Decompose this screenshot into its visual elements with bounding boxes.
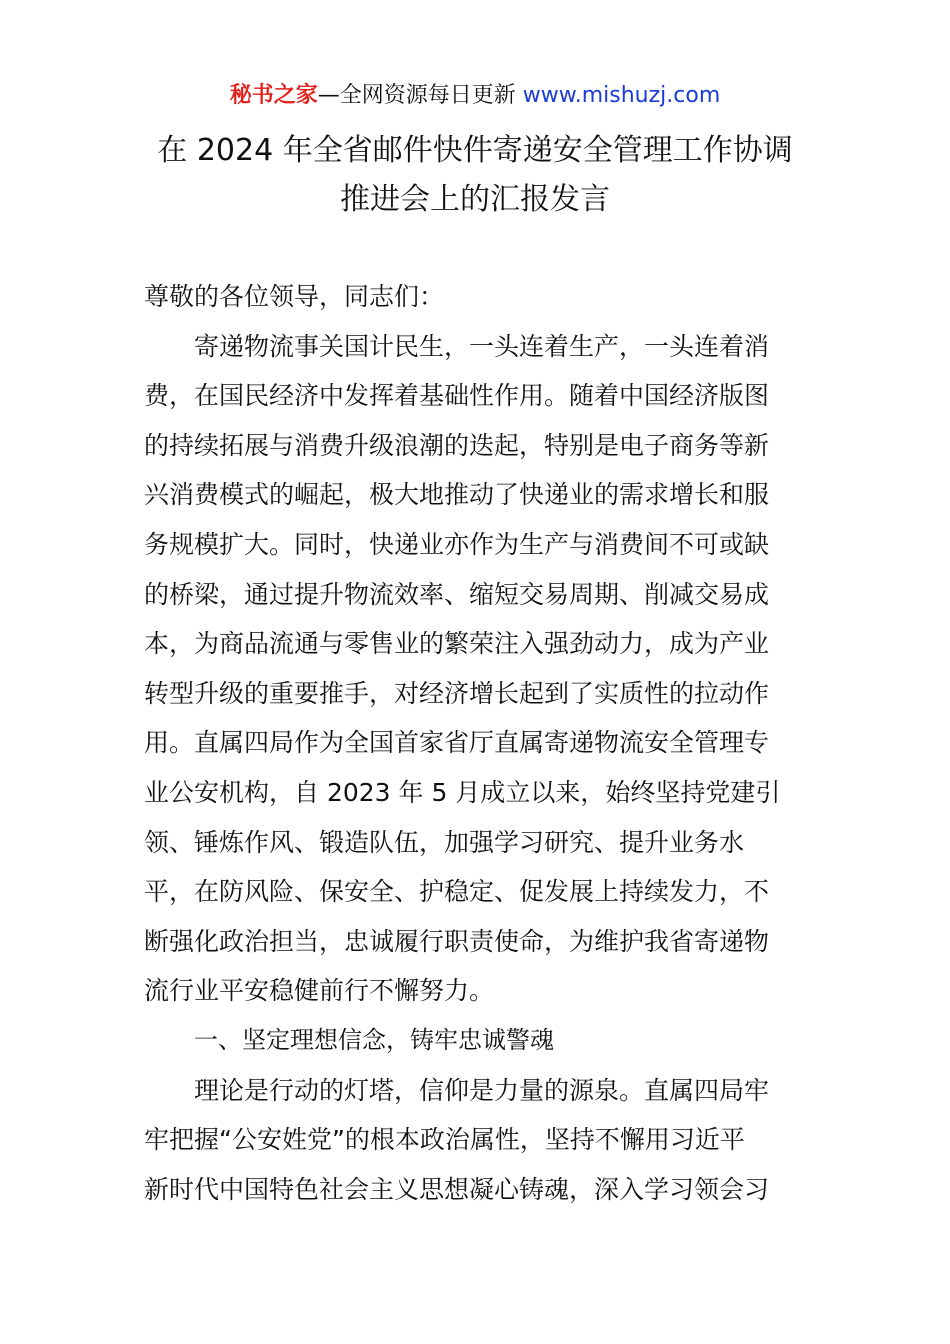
brand-name: 秘书之家 [229,83,318,108]
document-body [144,272,808,1214]
title-line-1: 在 2024 年全省邮件快件寄递安全管理工作协调 [157,133,793,168]
title-line-2: 推进会上的汇报发言 [340,182,610,217]
header-tagline: —全网资源每日更新 [317,83,516,108]
section-heading-1: 一、坚定理想信念，铸牢忠诚警魂 [194,1025,554,1054]
paragraph-1-line: 领、锤炼作风、锻造队伍，加强学习研究、提升业务水 [144,827,745,857]
salutation: 尊敬的各位领导，同志们： [144,282,445,311]
paragraph-1-line: 的桥梁，通过提升物流效率、缩短交易周期、削减交易成 [144,579,770,609]
site-url-link[interactable]: www.mishuzj.com [522,83,721,108]
paragraph-1-line: 业公安机构，自 2023 年 5 月成立以来，始终坚持党建引 [144,777,781,807]
paragraph-1-line: 平，在防风险、保安全、护稳定、促发展上持续发力，不 [144,877,770,907]
paragraph-2-line: 理论是行动的灯塔，信仰是力量的源泉。直属四局牢 [194,1075,770,1105]
paragraph-1-line: 务规模扩大。同时，快递业亦作为生产与消费间不可或缺 [144,529,770,559]
document-title [100,126,850,224]
paragraph-1-line: 兴消费模式的崛起，极大地推动了快递业的需求增长和服 [144,480,770,510]
paragraph-2-line: 牢把握“公安姓党”的根本政治属性，坚持不懈用习近平 [144,1125,745,1155]
paragraph-1-line: 流行业平安稳健前行不懈努力。 [144,976,495,1006]
paragraph-2-line: 新时代中国特色社会主义思想凝心铸魂，深入学习领会习 [144,1174,770,1204]
paragraph-1-line: 本，为商品流通与零售业的繁荣注入强劲动力，成为产业 [144,629,770,659]
paragraph-1-line: 寄递物流事关国计民生，一头连着生产，一头连着消 [194,331,770,361]
paragraph-1-line: 费，在国民经济中发挥着基础性作用。随着中国经济版图 [144,381,770,411]
paragraph-1-line: 转型升级的重要推手，对经济增长起到了实质性的拉动作 [144,678,770,708]
site-header-banner [0,80,950,112]
paragraph-1-line: 用。直属四局作为全国首家省厅直属寄递物流安全管理专 [144,728,770,758]
paragraph-1-line: 断强化政治担当，忠诚履行职责使命，为维护我省寄递物 [144,926,770,956]
paragraph-1-line: 的持续拓展与消费升级浪潮的迭起，特别是电子商务等新 [144,430,770,460]
